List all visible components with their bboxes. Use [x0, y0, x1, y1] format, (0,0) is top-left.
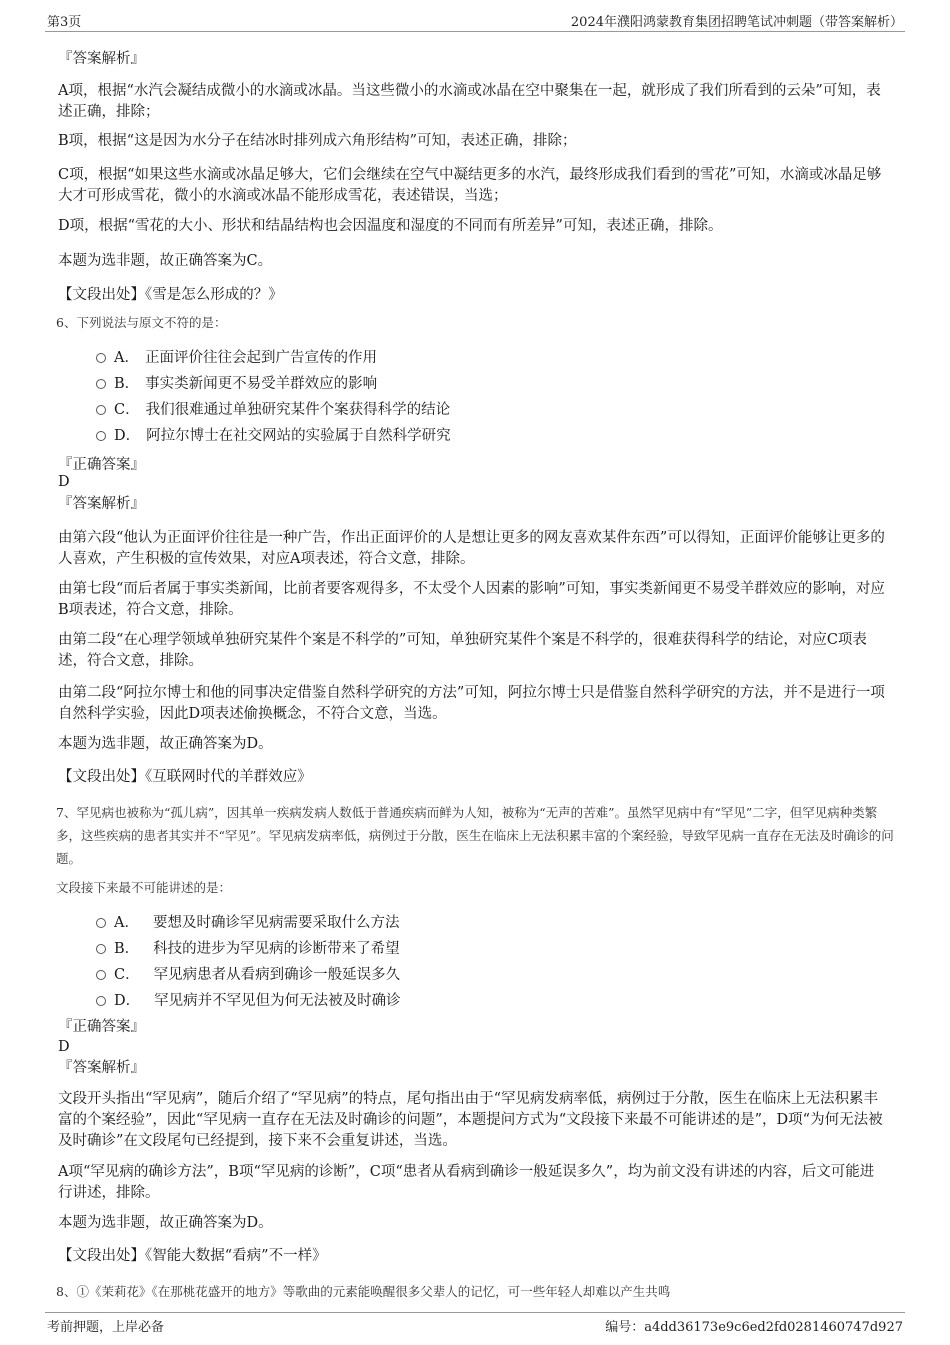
q6-conclusion: 本题为选非题，故正确答案为D。	[58, 736, 273, 752]
q7-option-c[interactable]: C． 罕见病患者从看病到确诊一般延误多久	[96, 965, 400, 985]
q6-analysis-c: 由第二段“在心理学领域单独研究某件个案是不科学的”可知，单独研究某件个案是不科学的，很难获得科学的结论，对应C项表述，符合文意，排除。	[58, 632, 867, 669]
q6-answer: D	[58, 474, 70, 490]
q6-stem: 6、下列说法与原文不符的是：	[56, 315, 227, 330]
footer-slogan: 考前押题，上岸必备	[47, 1320, 165, 1335]
q6-option-b[interactable]: B． 事实类新闻更不易受羊群效应的影响	[96, 374, 377, 394]
q5-conclusion: 本题为选非题，故正确答案为C。	[58, 253, 273, 269]
q5-analysis-a: A项，根据“水汽会凝结成微小的水滴或冰晶。当这些微小的水滴或冰晶在空中聚集在一起，就形成了我们所看到的云朵”可知，表述正确，排除；	[58, 83, 881, 120]
q5-source: 【文段出处】《雪是怎么形成的？》	[58, 287, 283, 303]
radio-icon[interactable]	[96, 353, 106, 363]
q7-option-b[interactable]: B． 科技的进步为罕见病的诊断带来了希望	[96, 939, 400, 959]
q6-answer-label: 『正确答案』	[58, 457, 145, 473]
radio-icon[interactable]	[96, 970, 106, 980]
q6-option-c[interactable]: C． 我们很难通过单独研究某件个案获得科学的结论	[96, 400, 450, 420]
q7-question: 文段接下来最不可能讲述的是：	[56, 880, 232, 895]
q7-option-a[interactable]: A． 要想及时确诊罕见病需要采取什么方法	[96, 913, 399, 933]
q5-analysis-d: D项，根据“雪花的大小、形状和结晶结构也会因温度和湿度的不同而有所差异”可知，表述正确，排除。	[58, 218, 723, 234]
radio-icon[interactable]	[96, 405, 106, 415]
radio-icon[interactable]	[96, 944, 106, 954]
q7-analysis-main: 文段开头指出“罕见病”，随后介绍了“罕见病”的特点，尾句指出由于“罕见病发病率低，病例过于分散，医生在临床上无法积累丰富的个案经验”，因此“罕见病一直存在无法及时确诊的问题”，本题提问方式为“文段接下来最不可能讲述的是”，D项“为何无法被及时确诊”在文段尾句已经提到，接下来不会重复讲述，当选。	[58, 1091, 883, 1149]
q5-analysis-c: C项，根据“如果这些水滴或冰晶足够大，它们会继续在空气中凝结更多的水汽，最终形成我们看到的雪花”可知，水滴或冰晶足够大才可形成雪花，微小的水滴或冰晶不能形成雪花，表述错误，当选；	[58, 167, 882, 204]
q7-analysis-options: A项“罕见病的确诊方法”，B项“罕见病的诊断”，C项“患者从看病到确诊一般延误多久”，均为前文没有讲述的内容，后文可能进行讲述，排除。	[58, 1164, 875, 1201]
q6-option-d[interactable]: D． 阿拉尔博士在社交网站的实验属于自然科学研究	[96, 426, 451, 446]
radio-icon[interactable]	[96, 379, 106, 389]
q6-analysis-d: 由第二段“阿拉尔博士和他的同事决定借鉴自然科学研究的方法”可知，阿拉尔博士只是借鉴自然科学研究的方法，并不是进行一项自然科学实验，因此D项表述偷换概念，不符合文意，当选。	[58, 685, 885, 722]
q7-analysis-label: 『答案解析』	[58, 1060, 145, 1076]
radio-icon[interactable]	[96, 431, 106, 441]
q5-analysis-b: B项，根据“这是因为水分子在结冰时排列成六角形结构”可知，表述正确，排除；	[58, 133, 577, 149]
q6-source: 【文段出处】《互联网时代的羊群效应》	[58, 769, 312, 785]
q8-stem: 8、①《茉莉花》《在那桃花盛开的地方》等歌曲的元素能唤醒很多父辈人的记忆，可一些年轻人却难以产生共鸣	[56, 1284, 671, 1299]
page-header	[45, 11, 905, 32]
document-id: 编号：a4dd36173e9c6ed2fd0281460747d927	[605, 1320, 903, 1335]
q7-source: 【文段出处】《智能大数据“看病”不一样》	[58, 1248, 327, 1264]
q7-stem: 7、罕见病也被称为“孤儿病”，因其单一疾病发病人数低于普通疾病而鲜为人知，被称为“无声的苦难”。虽然罕见病中有“罕见”二字，但罕见病种类繁多，这些疾病的患者其实并不“罕见”。罕见病发病率低，病例过于分散，医生在临床上无法积累丰富的个案经验，导致罕见病一直存在无法及时确诊的问题。	[56, 805, 894, 866]
document-title: 2024年濮阳鸿蒙教育集团招聘笔试冲刺题（带答案解析）	[570, 15, 903, 30]
q7-option-d[interactable]: D． 罕见病并不罕见但为何无法被及时确诊	[96, 991, 401, 1011]
radio-icon[interactable]	[96, 918, 106, 928]
q7-answer: D	[58, 1039, 70, 1055]
q7-conclusion: 本题为选非题，故正确答案为D。	[58, 1215, 273, 1231]
page-number: 第3页	[47, 15, 82, 30]
q7-answer-label: 『正确答案』	[58, 1019, 145, 1035]
q5-analysis-label: 『答案解析』	[58, 51, 145, 67]
q6-analysis-a: 由第六段“他认为正面评价往往是一种广告，作出正面评价的人是想让更多的网友喜欢某件东西”可以得知，正面评价能够让更多的人喜欢，产生积极的宣传效果，对应A项表述，符合文意，排除。	[58, 530, 885, 567]
page-footer	[45, 1312, 905, 1333]
q6-analysis-label: 『答案解析』	[58, 496, 145, 512]
q6-option-a[interactable]: A． 正面评价往往会起到广告宣传的作用	[96, 348, 377, 368]
q6-analysis-b: 由第七段“而后者属于事实类新闻，比前者要客观得多，不太受个人因素的影响”可知，事实类新闻更不易受羊群效应的影响，对应B项表述，符合文意，排除。	[58, 581, 885, 618]
radio-icon[interactable]	[96, 996, 106, 1006]
